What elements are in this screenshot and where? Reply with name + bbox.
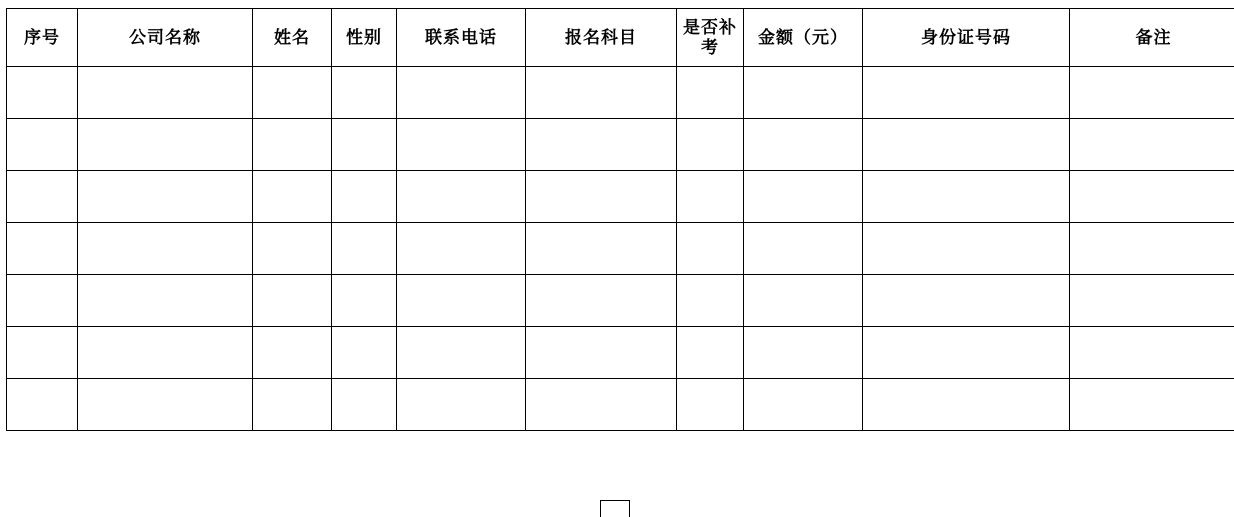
cell-retake[interactable] <box>677 223 744 275</box>
cell-id-number[interactable] <box>863 379 1070 431</box>
cell-id-number[interactable] <box>863 275 1070 327</box>
cell-company[interactable] <box>78 379 253 431</box>
column-header-amount <box>744 9 863 67</box>
cell-id-number[interactable] <box>863 67 1070 119</box>
cell-retake[interactable] <box>677 171 744 223</box>
column-header-remark <box>1070 9 1234 67</box>
table-row[interactable] <box>7 67 1234 119</box>
cell-gender[interactable] <box>332 67 397 119</box>
cell-gender[interactable] <box>332 379 397 431</box>
cell-name[interactable] <box>253 171 332 223</box>
cell-id-number[interactable] <box>863 327 1070 379</box>
cell-phone[interactable] <box>397 119 526 171</box>
cell-amount[interactable] <box>744 223 863 275</box>
cell-subject[interactable] <box>526 223 677 275</box>
cell-name[interactable] <box>253 119 332 171</box>
cell-retake[interactable] <box>677 275 744 327</box>
cell-company[interactable] <box>78 171 253 223</box>
cell-name[interactable] <box>253 327 332 379</box>
column-header-subject <box>526 9 677 67</box>
cell-seq[interactable] <box>7 275 78 327</box>
cell-seq[interactable] <box>7 171 78 223</box>
cell-remark[interactable] <box>1070 379 1234 431</box>
column-header-label: 报名科目 <box>526 27 676 48</box>
page-bottom-cell-fragment <box>600 500 630 517</box>
column-header-company <box>78 9 253 67</box>
cell-subject[interactable] <box>526 275 677 327</box>
table-row[interactable] <box>7 327 1234 379</box>
table-row[interactable] <box>7 275 1234 327</box>
column-header-label: 身份证号码 <box>863 27 1069 48</box>
column-header-seq <box>7 9 78 67</box>
cell-remark[interactable] <box>1070 119 1234 171</box>
cell-amount[interactable] <box>744 171 863 223</box>
cell-company[interactable] <box>78 327 253 379</box>
table-row[interactable] <box>7 171 1234 223</box>
cell-remark[interactable] <box>1070 67 1234 119</box>
cell-gender[interactable] <box>332 223 397 275</box>
cell-id-number[interactable] <box>863 223 1070 275</box>
cell-retake[interactable] <box>677 379 744 431</box>
cell-phone[interactable] <box>397 275 526 327</box>
column-header-label: 备注 <box>1070 27 1234 48</box>
cell-amount[interactable] <box>744 275 863 327</box>
cell-company[interactable] <box>78 275 253 327</box>
column-header-name <box>253 9 332 67</box>
column-header-phone <box>397 9 526 67</box>
cell-name[interactable] <box>253 223 332 275</box>
cell-subject[interactable] <box>526 171 677 223</box>
cell-remark[interactable] <box>1070 275 1234 327</box>
table-row[interactable] <box>7 379 1234 431</box>
cell-id-number[interactable] <box>863 171 1070 223</box>
column-header-label: 是否补考 <box>677 18 743 58</box>
cell-subject[interactable] <box>526 119 677 171</box>
cell-phone[interactable] <box>397 171 526 223</box>
registration-table <box>6 8 1234 431</box>
table-header <box>7 9 1234 67</box>
cell-seq[interactable] <box>7 327 78 379</box>
cell-name[interactable] <box>253 275 332 327</box>
cell-gender[interactable] <box>332 327 397 379</box>
cell-id-number[interactable] <box>863 119 1070 171</box>
column-header-label: 金额（元） <box>744 27 862 48</box>
cell-phone[interactable] <box>397 327 526 379</box>
cell-amount[interactable] <box>744 379 863 431</box>
column-header-label: 公司名称 <box>78 27 252 48</box>
cell-phone[interactable] <box>397 223 526 275</box>
column-header-gender <box>332 9 397 67</box>
cell-remark[interactable] <box>1070 327 1234 379</box>
column-header-id-number <box>863 9 1070 67</box>
table-row[interactable] <box>7 223 1234 275</box>
cell-gender[interactable] <box>332 171 397 223</box>
cell-gender[interactable] <box>332 275 397 327</box>
table-header-row <box>7 9 1234 67</box>
cell-remark[interactable] <box>1070 223 1234 275</box>
cell-retake[interactable] <box>677 67 744 119</box>
cell-retake[interactable] <box>677 327 744 379</box>
cell-company[interactable] <box>78 223 253 275</box>
cell-seq[interactable] <box>7 119 78 171</box>
cell-phone[interactable] <box>397 379 526 431</box>
cell-amount[interactable] <box>744 327 863 379</box>
cell-company[interactable] <box>78 119 253 171</box>
cell-seq[interactable] <box>7 67 78 119</box>
table-body <box>7 67 1234 431</box>
cell-retake[interactable] <box>677 119 744 171</box>
cell-amount[interactable] <box>744 67 863 119</box>
table-row[interactable] <box>7 119 1234 171</box>
column-header-retake <box>677 9 744 67</box>
column-header-label: 姓名 <box>253 27 331 48</box>
cell-name[interactable] <box>253 67 332 119</box>
cell-phone[interactable] <box>397 67 526 119</box>
cell-amount[interactable] <box>744 119 863 171</box>
document-page <box>0 8 1234 509</box>
cell-subject[interactable] <box>526 379 677 431</box>
cell-seq[interactable] <box>7 379 78 431</box>
cell-name[interactable] <box>253 379 332 431</box>
cell-subject[interactable] <box>526 327 677 379</box>
cell-seq[interactable] <box>7 223 78 275</box>
cell-company[interactable] <box>78 67 253 119</box>
column-header-label: 联系电话 <box>397 27 525 48</box>
cell-gender[interactable] <box>332 119 397 171</box>
column-header-label: 性别 <box>332 27 396 48</box>
cell-remark[interactable] <box>1070 171 1234 223</box>
cell-subject[interactable] <box>526 67 677 119</box>
column-header-label: 序号 <box>7 27 77 48</box>
